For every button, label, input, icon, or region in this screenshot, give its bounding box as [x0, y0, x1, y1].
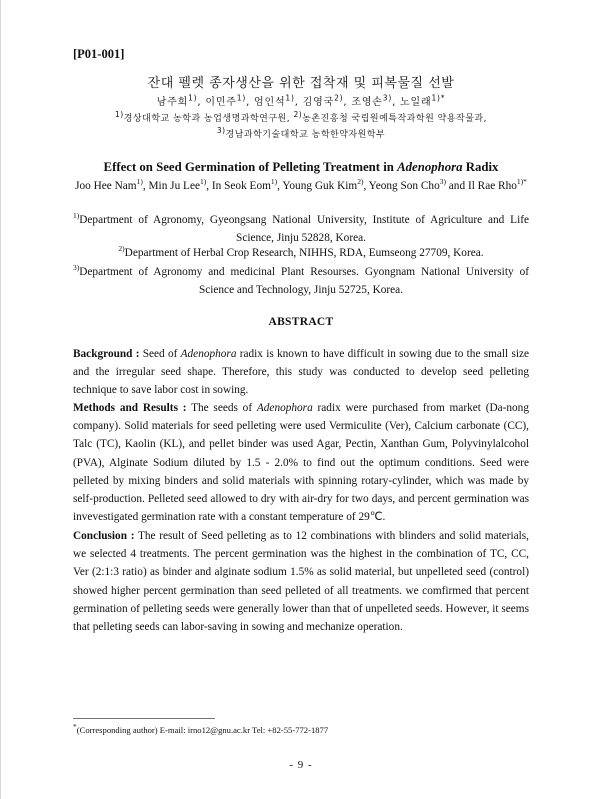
kr-aff-sup: 3) [216, 126, 226, 135]
english-authors: Joo Hee Nam$^{1)}$, Min Ju Lee$^{1)}$, In Seok Eom$^{1)}$, Young Guk Kim$^{2)}$, Yeong Son Cho$^{3)}$ and Il Rae Rho$^{1)*}$ [75, 177, 527, 192]
english-title [73, 160, 529, 175]
korean-authors: 남주희$^{1)}$, 이민주$^{1)}$, 엄인석$^{1)}$, 김영국$^{2)}$, 조영손$^{3)}$, 노일래$^{1)*}$ [156, 93, 446, 108]
en-author-sup: 1) [199, 177, 207, 187]
english-affiliation-1 [73, 212, 529, 247]
conclusion-paragraph [73, 527, 529, 636]
methods-paragraph [73, 399, 529, 526]
en-aff-sup: 1) [73, 211, 80, 221]
abstract-heading: ABSTRACT [268, 316, 334, 328]
en-author-name: Min Ju Lee [148, 180, 200, 192]
page-number: - 9 - [289, 759, 313, 771]
en-author-sup: 1) [136, 177, 143, 187]
conclusion-label: Conclusion : [73, 530, 135, 542]
en-aff-text: Department of Agronomy and medicinal Plant Resourses. Gyongnam National University of Science and Technology, Jinju 52725, Korea. [79, 266, 529, 296]
en-aff-sup: 3) [73, 263, 80, 273]
en-aff-sup: 2) [118, 244, 125, 254]
kr-aff-text: 경상대학교 농학과 농업생명과학연구원, [123, 114, 294, 124]
kr-author-name: 남주희 [156, 97, 189, 108]
kr-author-name: 김영국 [302, 97, 335, 108]
kr-author-name: 노일래 [400, 97, 432, 108]
english-title-italic: Adenophora [397, 160, 463, 174]
en-author-sup: 1)* [516, 177, 527, 187]
en-author-sup: 1) [270, 177, 278, 187]
en-author-name: In Seok Eom [211, 180, 271, 192]
kr-aff-sup: 1) [115, 110, 124, 119]
kr-author-name: 조영손 [351, 97, 383, 108]
methods-italic: Adenophora [256, 402, 313, 414]
kr-author-name: 이민주 [205, 97, 237, 108]
methods-label: Methods and Results : [73, 402, 187, 414]
background-italic: Adenophora [180, 348, 237, 360]
kr-author-sup: 1) [236, 93, 247, 103]
en-author-sup: 3) [439, 177, 446, 187]
en-author-name: Il Rae Rho [467, 180, 517, 192]
kr-author-sup: 1) [188, 93, 198, 103]
background-text: radix is known to have difficult in sowing due to the small size and the irregular seed shape. Therefore, this study was conducted to develop seed pelleting technique to save labor cost in sowing. [73, 348, 530, 397]
kr-aff-sup: 2) [293, 110, 303, 119]
en-aff-text: Department of Herbal Crop Research, NIHHS, RDA, Eumseong 27709, Korea. [124, 247, 484, 259]
footnote [73, 722, 329, 735]
footnote-rule [73, 718, 215, 719]
kr-author-name: 엄인석 [254, 97, 286, 108]
kr-author-sup: 3) [382, 93, 393, 103]
korean-affiliation-line [73, 127, 529, 140]
methods-text: radix were purchased from market (Da-nong company). Solid materials for seed pelleting were used Vermiculite (Ver), Calcium carbonate (CC), Talc (TC), Kaolin (KL), and pellet binder was used Agar, Pectin, Xanthan Gum, Polyvinylalcohol (PVA), Alginate Sodium diluted by 1.5 - 2.0% to find out the optimum conditions. Seed were pelleted by mixing binders and solid materials with spinning rotary-cylinder, which was made by self-production. Pelleted seed allowed to dry with air-dry for two days, and percent germination was invevestigated germination rate with a constant temperature of 29℃. [73, 402, 529, 524]
kr-aff-text: 경남과학기술대학교 농학한약자원학부 [225, 130, 386, 140]
english-title-text: Effect on Seed Germination of Pelleting Treatment in [103, 160, 398, 174]
kr-aff-text: 농촌진흥청 국립원예특작과학원 약용작물과, [302, 114, 487, 124]
methods-text: The seeds of [186, 402, 257, 414]
kr-author-sup: 1) [285, 93, 295, 103]
kr-author-sup: 2) [334, 93, 344, 103]
kr-author-sup: 1)* [431, 93, 446, 103]
poster-code: [P01-001] [73, 47, 125, 61]
conclusion-text: The result of Seed pelleting as to 12 combinations with blinders and solid materials, we selected 4 treatments. The percent germination was the highest in the combination of TC, CC, Ver (2:1:3 ratio) as binder and alginate sodium 1.5% as solid material, but unpelleted seed (control) showed higher percent germination than seed pelleted of all treatments. we comfirmed that percent germination of pelleting seeds were generally lower than that of unpelleted seeds. However, it seems that pelleting seeds can labor-saving in sowing and mechanize operation. [73, 530, 530, 634]
en-author-name: Joo Hee Nam [75, 180, 137, 192]
english-title-suffix: Radix [462, 160, 499, 174]
footnote-sup: * [73, 722, 77, 732]
en-aff-text: Department of Agronomy, Gyeongsang National University, Institute of Agriculture and Life Science, Jinju 52828, Korea. [79, 214, 529, 244]
background-text: Seed of [139, 348, 181, 360]
background-paragraph [73, 345, 529, 400]
korean-title: 잔대 펠렛 종자생산을 위한 접착재 및 피복물질 선발 [147, 76, 455, 91]
footnote-text: (Corresponding author) E-mail: irno12@gnu.ac.kr Tel: +82-55-772-1877 [76, 725, 329, 735]
korean-affiliation-line [73, 111, 529, 124]
english-affiliation-2 [73, 244, 529, 259]
en-author-sup: 2) [357, 177, 364, 187]
en-author-name: Young Guk Kim [282, 180, 358, 192]
background-label: Background : [73, 348, 140, 360]
english-affiliation-3 [73, 264, 529, 299]
en-author-name: Yeong Son Cho [368, 180, 440, 192]
